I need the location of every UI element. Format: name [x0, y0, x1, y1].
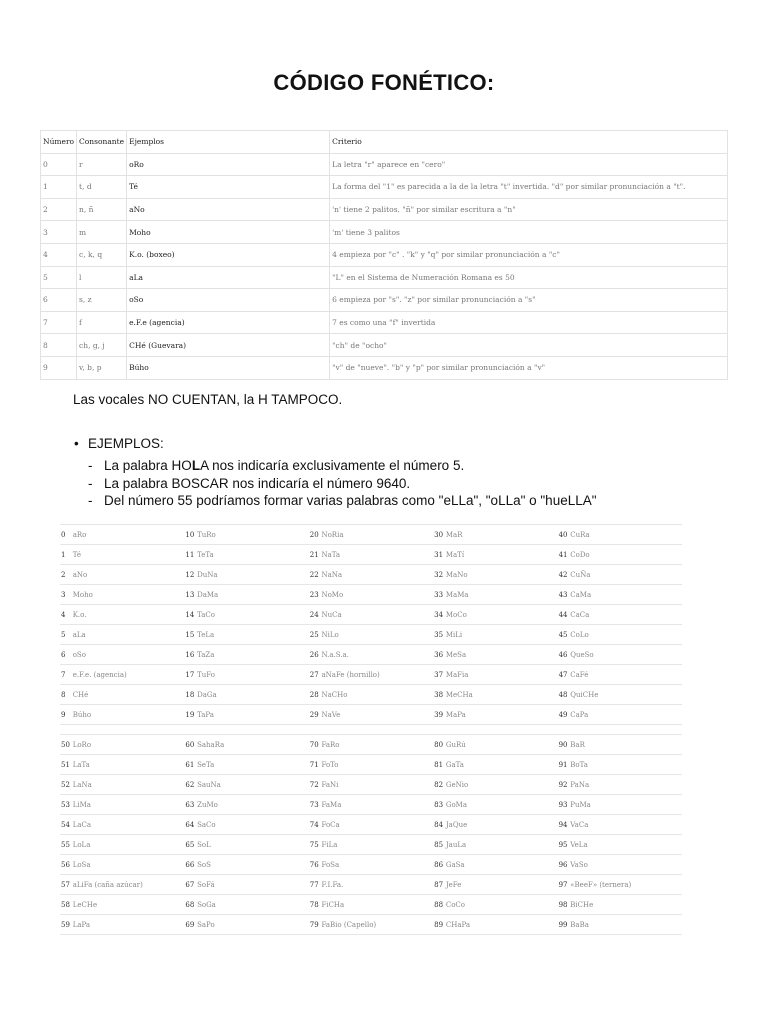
grid-number-cell: 16 [184, 645, 196, 665]
criterio-cell: 6 empieza por "s". "z" por similar pronunciación a "s" [330, 289, 728, 312]
grid-word-cell: FiCHa [320, 895, 433, 915]
examples-heading-text: EJEMPLOS: [88, 436, 164, 451]
grid-row [60, 585, 682, 605]
vowels-note: Las vocales NO CUENTAN, la H TAMPOCO. [73, 392, 343, 407]
grid-number-cell: 36 [433, 645, 445, 665]
table-row [41, 221, 728, 244]
grid-number-cell: 4 [60, 605, 72, 625]
grid-word-cell: DuNa [196, 565, 309, 585]
grid-word-cell: TaPa [196, 705, 309, 725]
grid-number-cell: 22 [309, 565, 321, 585]
grid-word-cell: SaPo [196, 915, 309, 935]
grid-word-cell: LaTa [72, 755, 185, 775]
consonante-cell: n, ñ [77, 198, 127, 221]
ejemplo-cell: e.F.e (agencia) [127, 311, 330, 334]
column-header-numero: Número [41, 131, 77, 154]
grid-word-cell: LoLa [72, 835, 185, 855]
grid-row [60, 775, 682, 795]
grid-word-cell: FoCa [320, 815, 433, 835]
grid-word-cell: TaZa [196, 645, 309, 665]
grid-number-cell: 29 [309, 705, 321, 725]
grid-word-cell: LaNa [72, 775, 185, 795]
grid-word-cell: Búho [72, 705, 185, 725]
grid-word-cell: CaCa [569, 605, 682, 625]
grid-word-cell: LoSa [72, 855, 185, 875]
numero-cell: 6 [41, 289, 77, 312]
numero-cell: 5 [41, 266, 77, 289]
grid-number-cell: 43 [558, 585, 570, 605]
grid-number-cell: 58 [60, 895, 72, 915]
examples-list [88, 457, 597, 510]
grid-word-cell: MaMa [445, 585, 558, 605]
grid-word-cell: NoRia [320, 525, 433, 545]
grid-word-cell: CoDo [569, 545, 682, 565]
grid-word-cell: SoL [196, 835, 309, 855]
table-row [41, 311, 728, 334]
grid-number-cell: 87 [433, 875, 445, 895]
grid-word-cell: BoTa [569, 755, 682, 775]
ejemplo-cell: Búho [127, 356, 330, 379]
grid-number-cell: 85 [433, 835, 445, 855]
grid-number-cell: 62 [184, 775, 196, 795]
example-item [88, 457, 597, 475]
ejemplo-cell: K.o. (boxeo) [127, 243, 330, 266]
grid-word-cell: MoCo [445, 605, 558, 625]
grid-number-cell: 52 [60, 775, 72, 795]
grid-row [60, 705, 682, 725]
grid-number-cell: 57 [60, 875, 72, 895]
example-item [88, 475, 597, 493]
grid-word-cell: LeCHe [72, 895, 185, 915]
grid-number-cell: 3 [60, 585, 72, 605]
grid-number-cell: 56 [60, 855, 72, 875]
ejemplo-cell: aNo [127, 198, 330, 221]
grid-number-cell: 44 [558, 605, 570, 625]
grid-word-cell: K.o. [72, 605, 185, 625]
criterio-cell: 'n' tiene 2 palitos. "ñ" por similar escritura a "n" [330, 198, 728, 221]
grid-word-cell: FaBio (Capello) [320, 915, 433, 935]
table-row [41, 356, 728, 379]
grid-number-cell: 27 [309, 665, 321, 685]
grid-word-cell: CuÑa [569, 565, 682, 585]
consonante-cell: l [77, 266, 127, 289]
grid-word-cell: GuRú [445, 735, 558, 755]
grid-word-cell: NoMo [320, 585, 433, 605]
grid-word-cell: DaGa [196, 685, 309, 705]
examples-heading [74, 436, 164, 451]
grid-number-cell: 76 [309, 855, 321, 875]
grid-word-cell: SoS [196, 855, 309, 875]
grid-number-cell: 8 [60, 685, 72, 705]
grid-number-cell: 20 [309, 525, 321, 545]
grid-number-cell: 59 [60, 915, 72, 935]
grid-number-cell: 84 [433, 815, 445, 835]
grid-number-cell: 86 [433, 855, 445, 875]
grid-word-cell: LiMa [72, 795, 185, 815]
grid-row [60, 735, 682, 755]
example-text: Del número 55 podríamos formar varias palabras como "eLLa", "oLLa" o "hueLLA" [104, 493, 597, 508]
ejemplo-cell: Té [127, 176, 330, 199]
criterio-cell: 'm' tiene 3 palitos [330, 221, 728, 244]
grid-word-cell: CoCo [445, 895, 558, 915]
table-row [41, 289, 728, 312]
table-row [41, 198, 728, 221]
grid-word-cell: MiLi [445, 625, 558, 645]
grid-row [60, 915, 682, 935]
ejemplo-cell: aLa [127, 266, 330, 289]
grid-number-cell: 79 [309, 915, 321, 935]
grid-number-cell: 0 [60, 525, 72, 545]
grid-word-cell: GoMa [445, 795, 558, 815]
grid-number-cell: 10 [184, 525, 196, 545]
grid-number-cell: 95 [558, 835, 570, 855]
consonante-cell: s, z [77, 289, 127, 312]
grid-word-cell: aLiFa (caña azúcar) [72, 875, 185, 895]
table-row [41, 334, 728, 357]
grid-word-cell: BaR [569, 735, 682, 755]
grid-number-cell: 73 [309, 795, 321, 815]
grid-row [60, 565, 682, 585]
criterio-cell: "v" de "nueve". "b" y "p" por similar pronunciación a "v" [330, 356, 728, 379]
grid-row [60, 815, 682, 835]
grid-word-cell: CHé [72, 685, 185, 705]
grid-word-cell: PaNa [569, 775, 682, 795]
grid-number-cell: 32 [433, 565, 445, 585]
grid-number-cell: 24 [309, 605, 321, 625]
grid-number-cell: 47 [558, 665, 570, 685]
grid-word-cell: QuiCHe [569, 685, 682, 705]
grid-word-cell: NuCa [320, 605, 433, 625]
grid-number-cell: 78 [309, 895, 321, 915]
grid-row [60, 875, 682, 895]
grid-number-cell: 23 [309, 585, 321, 605]
phonetic-code-table [40, 130, 728, 380]
grid-word-cell: SahaRa [196, 735, 309, 755]
grid-row [60, 685, 682, 705]
bullet: • [74, 436, 79, 451]
grid-word-cell: MaR [445, 525, 558, 545]
grid-word-cell: VaSo [569, 855, 682, 875]
numero-cell: 2 [41, 198, 77, 221]
grid-number-cell: 68 [184, 895, 196, 915]
grid-number-cell: 97 [558, 875, 570, 895]
numbers-table-50-99 [60, 734, 682, 935]
table-header-row [41, 131, 728, 154]
consonante-cell: ch, g, j [77, 334, 127, 357]
grid-number-cell: 39 [433, 705, 445, 725]
grid-word-cell: QueSo [569, 645, 682, 665]
grid-number-cell: 80 [433, 735, 445, 755]
grid-word-cell: aRo [72, 525, 185, 545]
grid-word-cell: LaCa [72, 815, 185, 835]
grid-word-cell: JaQue [445, 815, 558, 835]
criterio-cell: "ch" de "ocho" [330, 334, 728, 357]
grid-word-cell: LoRo [72, 735, 185, 755]
numero-cell: 3 [41, 221, 77, 244]
grid-word-cell: «BeeF» (ternera) [569, 875, 682, 895]
grid-number-cell: 37 [433, 665, 445, 685]
grid-number-cell: 55 [60, 835, 72, 855]
grid-number-cell: 2 [60, 565, 72, 585]
grid-number-cell: 35 [433, 625, 445, 645]
grid-row [60, 665, 682, 685]
grid-number-cell: 48 [558, 685, 570, 705]
grid-number-cell: 65 [184, 835, 196, 855]
grid-number-cell: 1 [60, 545, 72, 565]
grid-number-cell: 63 [184, 795, 196, 815]
grid-number-cell: 45 [558, 625, 570, 645]
grid-word-cell: FaMa [320, 795, 433, 815]
grid-word-cell: NaVe [320, 705, 433, 725]
grid-number-cell: 99 [558, 915, 570, 935]
column-header-ejemplos: Ejemplos [127, 131, 330, 154]
grid-word-cell: SoFá [196, 875, 309, 895]
grid-number-cell: 88 [433, 895, 445, 915]
grid-number-cell: 12 [184, 565, 196, 585]
numero-cell: 4 [41, 243, 77, 266]
grid-number-cell: 60 [184, 735, 196, 755]
grid-number-cell: 77 [309, 875, 321, 895]
criterio-cell: 7 es como una "f" invertida [330, 311, 728, 334]
grid-number-cell: 75 [309, 835, 321, 855]
grid-number-cell: 46 [558, 645, 570, 665]
grid-number-cell: 69 [184, 915, 196, 935]
grid-word-cell: VaCa [569, 815, 682, 835]
grid-word-cell: TuRo [196, 525, 309, 545]
example-text: La palabra HO [104, 458, 192, 473]
table-row [41, 243, 728, 266]
grid-word-cell: Té [72, 545, 185, 565]
criterio-cell: "L" en el Sistema de Numeración Romana es 50 [330, 266, 728, 289]
grid-number-cell: 81 [433, 755, 445, 775]
grid-number-cell: 41 [558, 545, 570, 565]
numero-cell: 7 [41, 311, 77, 334]
grid-word-cell: JeFe [445, 875, 558, 895]
grid-row [60, 755, 682, 775]
numero-cell: 0 [41, 153, 77, 176]
consonante-cell: t, d [77, 176, 127, 199]
grid-number-cell: 34 [433, 605, 445, 625]
dash-marker: - [88, 458, 93, 473]
grid-word-cell: TaCo [196, 605, 309, 625]
grid-number-cell: 25 [309, 625, 321, 645]
grid-row [60, 855, 682, 875]
numbers-table-0-49 [60, 524, 682, 725]
grid-row [60, 545, 682, 565]
grid-word-cell: NaTa [320, 545, 433, 565]
grid-word-cell: F.I.Fa. [320, 875, 433, 895]
grid-row [60, 895, 682, 915]
grid-number-cell: 31 [433, 545, 445, 565]
grid-number-cell: 21 [309, 545, 321, 565]
dash-marker: - [88, 493, 93, 508]
grid-word-cell: SoGa [196, 895, 309, 915]
grid-number-cell: 33 [433, 585, 445, 605]
column-header-consonante: Consonante [77, 131, 127, 154]
grid-number-cell: 67 [184, 875, 196, 895]
table-row [41, 266, 728, 289]
grid-number-cell: 96 [558, 855, 570, 875]
grid-row [60, 625, 682, 645]
grid-word-cell: MeCHa [445, 685, 558, 705]
grid-number-cell: 9 [60, 705, 72, 725]
grid-number-cell: 89 [433, 915, 445, 935]
grid-number-cell: 93 [558, 795, 570, 815]
grid-number-cell: 42 [558, 565, 570, 585]
grid-number-cell: 66 [184, 855, 196, 875]
grid-word-cell: TuFo [196, 665, 309, 685]
grid-word-cell: CoLo [569, 625, 682, 645]
grid-number-cell: 13 [184, 585, 196, 605]
grid-word-cell: GaTa [445, 755, 558, 775]
grid-number-cell: 28 [309, 685, 321, 705]
table-row [41, 176, 728, 199]
grid-word-cell: GaSa [445, 855, 558, 875]
grid-word-cell: CaPa [569, 705, 682, 725]
grid-word-cell: TeLa [196, 625, 309, 645]
grid-row [60, 795, 682, 815]
grid-number-cell: 40 [558, 525, 570, 545]
consonante-cell: v, b, p [77, 356, 127, 379]
grid-word-cell: BaBa [569, 915, 682, 935]
grid-number-cell: 19 [184, 705, 196, 725]
grid-number-cell: 61 [184, 755, 196, 775]
grid-word-cell: CaMa [569, 585, 682, 605]
grid-word-cell: aLa [72, 625, 185, 645]
grid-word-cell: aNo [72, 565, 185, 585]
grid-number-cell: 51 [60, 755, 72, 775]
grid-row [60, 835, 682, 855]
grid-word-cell: GeNio [445, 775, 558, 795]
grid-word-cell: VeLa [569, 835, 682, 855]
consonante-cell: r [77, 153, 127, 176]
grid-word-cell: TeTa [196, 545, 309, 565]
grid-number-cell: 30 [433, 525, 445, 545]
grid-row [60, 605, 682, 625]
grid-number-cell: 49 [558, 705, 570, 725]
grid-number-cell: 11 [184, 545, 196, 565]
ejemplo-cell: oRo [127, 153, 330, 176]
example-text-end: A nos indicaría exclusivamente el número 5. [200, 458, 465, 473]
numero-cell: 8 [41, 334, 77, 357]
grid-word-cell: aNaFe (hornillo) [320, 665, 433, 685]
grid-word-cell: PuMa [569, 795, 682, 815]
grid-word-cell: ZuMo [196, 795, 309, 815]
grid-word-cell: NaNa [320, 565, 433, 585]
grid-word-cell: NaCHo [320, 685, 433, 705]
grid-word-cell: SaCo [196, 815, 309, 835]
grid-word-cell: BiCHe [569, 895, 682, 915]
grid-word-cell: oSo [72, 645, 185, 665]
grid-number-cell: 70 [309, 735, 321, 755]
grid-number-cell: 26 [309, 645, 321, 665]
grid-number-cell: 53 [60, 795, 72, 815]
grid-row [60, 645, 682, 665]
grid-number-cell: 54 [60, 815, 72, 835]
grid-word-cell: MaTí [445, 545, 558, 565]
grid-word-cell: LaPa [72, 915, 185, 935]
grid-word-cell: SauNa [196, 775, 309, 795]
grid-word-cell: CuRa [569, 525, 682, 545]
grid-word-cell: FoSa [320, 855, 433, 875]
criterio-cell: La forma del "1" es parecida a la de la letra "t" invertida. "d" por similar pronunciación a "t". [330, 176, 728, 199]
grid-word-cell: e.F.e. (agencia) [72, 665, 185, 685]
grid-word-cell: FoTo [320, 755, 433, 775]
grid-number-cell: 7 [60, 665, 72, 685]
ejemplo-cell: Moho [127, 221, 330, 244]
ejemplo-cell: CHé (Guevara) [127, 334, 330, 357]
grid-word-cell: FaRo [320, 735, 433, 755]
grid-word-cell: CHaPa [445, 915, 558, 935]
grid-number-cell: 38 [433, 685, 445, 705]
grid-word-cell: CaFé [569, 665, 682, 685]
criterio-cell: La letra "r" aparece en "cero" [330, 153, 728, 176]
column-header-criterio: Criterio [330, 131, 728, 154]
grid-number-cell: 94 [558, 815, 570, 835]
consonante-cell: m [77, 221, 127, 244]
grid-word-cell: SeTa [196, 755, 309, 775]
grid-number-cell: 72 [309, 775, 321, 795]
grid-number-cell: 5 [60, 625, 72, 645]
consonante-cell: f [77, 311, 127, 334]
grid-number-cell: 17 [184, 665, 196, 685]
example-bold-letter: L [191, 458, 201, 473]
grid-number-cell: 14 [184, 605, 196, 625]
grid-number-cell: 6 [60, 645, 72, 665]
grid-number-cell: 50 [60, 735, 72, 755]
grid-number-cell: 64 [184, 815, 196, 835]
grid-word-cell: MaPa [445, 705, 558, 725]
grid-row [60, 525, 682, 545]
numero-cell: 1 [41, 176, 77, 199]
grid-number-cell: 82 [433, 775, 445, 795]
grid-number-cell: 15 [184, 625, 196, 645]
grid-word-cell: FaNi [320, 775, 433, 795]
example-text: La palabra BOSCAR nos indicaría el número 9640. [104, 475, 411, 491]
grid-number-cell: 18 [184, 685, 196, 705]
grid-word-cell: Moho [72, 585, 185, 605]
criterio-cell: 4 empieza por "c" . "k" y "q" por similar pronunciación a "c" [330, 243, 728, 266]
grid-word-cell: MeSa [445, 645, 558, 665]
grid-number-cell: 74 [309, 815, 321, 835]
grid-word-cell: MaNo [445, 565, 558, 585]
example-item [88, 492, 597, 510]
consonante-cell: c, k, q [77, 243, 127, 266]
grid-word-cell: DaMa [196, 585, 309, 605]
grid-number-cell: 83 [433, 795, 445, 815]
grid-word-cell: N.a.S.a. [320, 645, 433, 665]
grid-word-cell: MaFia [445, 665, 558, 685]
grid-word-cell: JauLa [445, 835, 558, 855]
table-row [41, 153, 728, 176]
grid-number-cell: 92 [558, 775, 570, 795]
grid-word-cell: NiLo [320, 625, 433, 645]
numero-cell: 9 [41, 356, 77, 379]
grid-number-cell: 90 [558, 735, 570, 755]
grid-word-cell: FiLa [320, 835, 433, 855]
grid-number-cell: 98 [558, 895, 570, 915]
dash-marker: - [88, 475, 93, 491]
ejemplo-cell: oSo [127, 289, 330, 312]
grid-number-cell: 71 [309, 755, 321, 775]
grid-number-cell: 91 [558, 755, 570, 775]
page-title: CÓDIGO FONÉTICO: [273, 70, 495, 95]
